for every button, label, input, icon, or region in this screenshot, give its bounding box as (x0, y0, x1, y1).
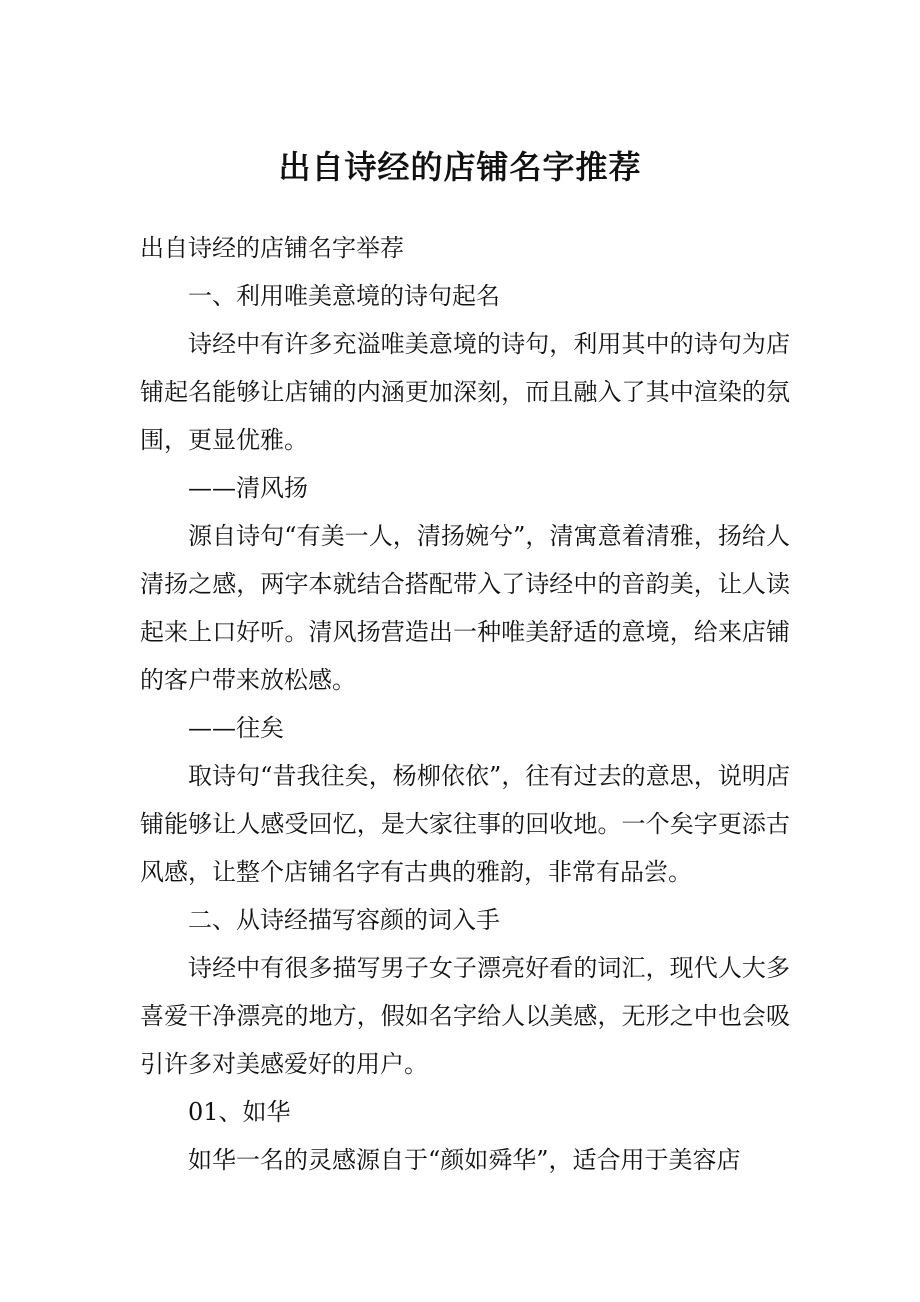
document-body (140, 224, 790, 1184)
paragraph-desc-qingfengyang: 源自诗句“有美一人，清扬婉兮”，清寓意着清雅，扬给人清扬之感，两字本就结合搭配带入了诗经中的音韵美，让人读起来上口好听。清风扬营造出一种唯美舒适的意境，给来店铺的客户带来放松感。 (140, 522, 790, 694)
paragraph-name-qingfengyang: ——清风扬 (188, 474, 308, 502)
paragraph-subtitle: 出自诗经的店铺名字举荐 (140, 234, 404, 262)
document-title: 出自诗经的店铺名字推荐 (278, 148, 642, 186)
paragraph-intro-2: 诗经中有很多描写男子女子漂亮好看的词汇，现代人大多喜爱干净漂亮的地方，假如名字给人以美感，无形之中也会吸引许多对美感爱好的用户。 (140, 954, 790, 1078)
paragraph-name-wangyi: ——往矣 (188, 714, 284, 742)
paragraph-heading-2: 二、从诗经描写容颜的词入手 (188, 906, 500, 934)
paragraph-name-ruhua: 01、如华 (188, 1098, 291, 1126)
paragraph-intro-1: 诗经中有许多充溢唯美意境的诗句，利用其中的诗句为店铺起名能够让店铺的内涵更加深刻，而且融入了其中渲染的氛围，更显优雅。 (140, 330, 790, 454)
paragraph-desc-ruhua: 如华一名的灵感源自于“颜如舜华”，适合用于美容店 (188, 1146, 741, 1174)
paragraph-heading-1: 一、利用唯美意境的诗句起名 (188, 282, 500, 310)
paragraph-desc-wangyi: 取诗句“昔我往矣，杨柳依依”，往有过去的意思，说明店铺能够让人感受回忆，是大家往事的回收地。一个矣字更添古风感，让整个店铺名字有古典的雅韵，非常有品尝。 (140, 762, 790, 886)
